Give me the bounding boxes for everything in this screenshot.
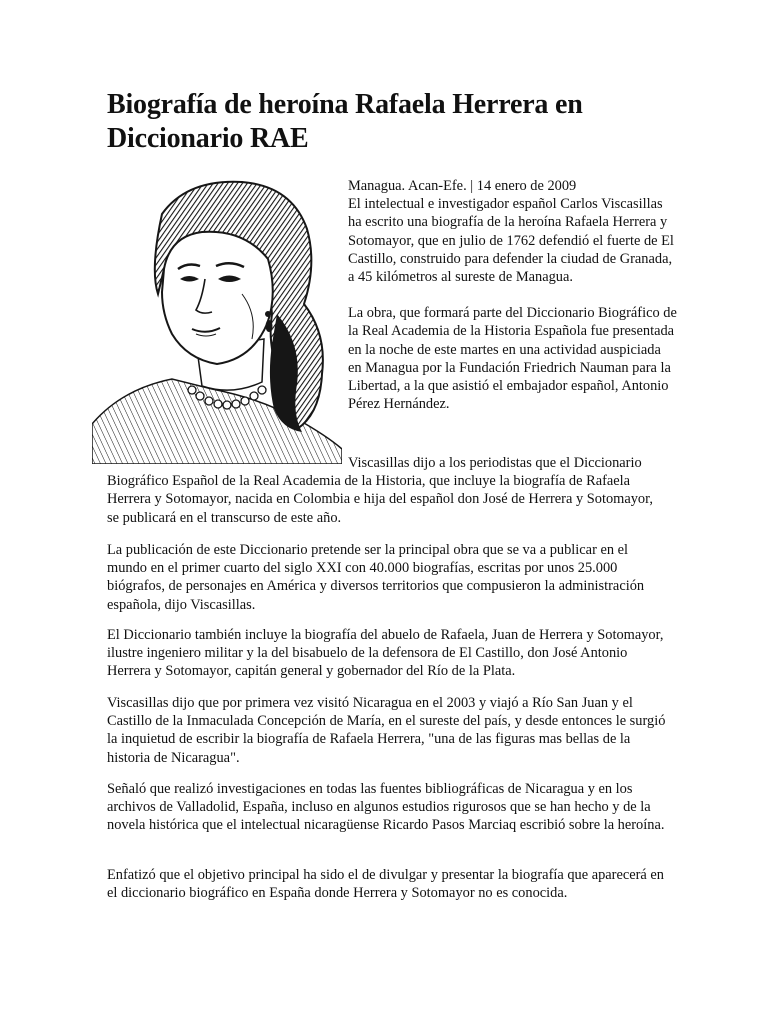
paragraph-6: Viscasillas dijo que por primera vez visitó Nicaragua en el 2003 y viajó a Río San Juan y el Castillo de la Inmaculada Concepción de María, en el sureste del país, y desde entonces le surgió la inquietud de escribir la biografía de Rafaela Herrera, "una de las figuras mas bellas de la historia de Nicaragua". [107, 695, 666, 766]
paragraph-3 [107, 454, 667, 527]
paragraph-2: La obra, que formará parte del Diccionario Biográfico de la Real Academia de la Historia Española fue presentada en la noche de este martes en una actividad auspiciada en Managua por la Fundación Friedrich Nauman para la Libertad, a la que asistió el embajador español, Antonio Pérez Hernández. [348, 305, 677, 413]
paragraph-1: El intelectual e investigador español Carlos Viscasillas ha escrito una biografía de la heroína Rafaela Herrera y Sotomayor, que en julio de 1762 defendió el fuerte de El Castillo, construido para defender la ciudad de Granada, a 45 kilómetros al sureste de Managua. [348, 196, 674, 286]
paragraph-7: Señaló que realizó investigaciones en todas las fuentes bibliográficas de Nicaragua y en los archivos de Valladolid, España, incluso en algunos estudios rigurosos que se han hecho y de la novela histórica que el intelectual nicaragüense Ricardo Pasos Marciaq escribió sobre la heroína. [107, 781, 665, 834]
paragraph-3-rest: Biográfico Español de la Real Academia de la Historia, que incluye la biografía de Rafaela Herrera y Sotomayor, nacida en Colombia e hija del español don José de Herrera y Sotomayor, se publicará en el transcurso de este año. [107, 473, 653, 526]
paragraph-5: El Diccionario también incluye la biografía del abuelo de Rafaela, Juan de Herrera y Sotomayor, ilustre ingeniero militar y la del bisabuelo de la defensora de El Castillo, don José Antonio Herrera y Sotomayor, capitán general y gobernador del Río de la Plata. [107, 627, 664, 680]
dateline-text: Managua. Acan-Efe. | 14 enero de 2009 [348, 178, 577, 194]
dateline [348, 177, 678, 286]
article-title: Biografía de heroína Rafaela Herrera en Diccionario RAE [107, 89, 583, 154]
portrait-image [92, 174, 342, 464]
paragraph-3-start: Viscasillas dijo a los periodistas que el Diccionario [348, 455, 642, 471]
paragraph-8: Enfatizó que el objetivo principal ha sido el de divulgar y presentar la biografía que aparecerá en el diccionario biográfico en España donde Herrera y Sotomayor no es conocida. [107, 867, 664, 902]
intro-column [348, 177, 678, 413]
paragraph-4: La publicación de este Diccionario pretende ser la principal obra que se va a publicar en el mundo en el primer cuarto del siglo XXI con 40.000 biografías, escritas por unos 25.000 biógrafos, de personajes en América y diversos territorios que compusieron la administración española, dijo Viscasillas. [107, 542, 645, 613]
